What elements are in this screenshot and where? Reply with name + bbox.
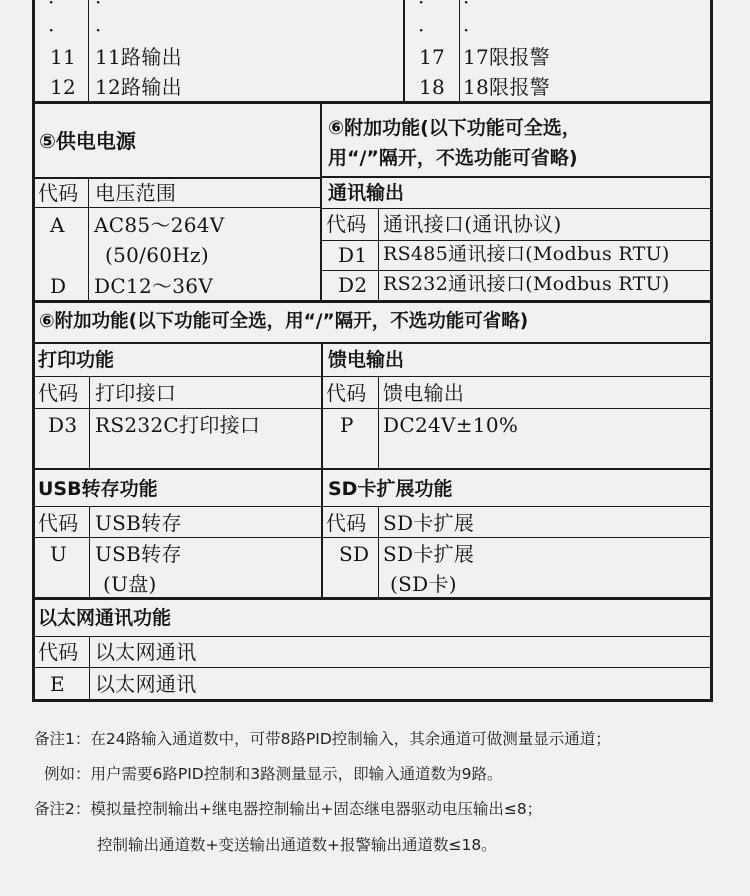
comm-title: 通讯输出 xyxy=(328,182,405,204)
section3-bottom-rule xyxy=(32,468,713,470)
eth-header-code: 代码 xyxy=(38,640,79,664)
row-code: 17 xyxy=(419,45,446,69)
feed-row-code: P xyxy=(340,413,354,437)
eth-header-rule xyxy=(32,667,713,668)
continuation-dot: · xyxy=(463,0,470,14)
sd-header-label: SD卡扩展 xyxy=(383,511,475,535)
eth-row-code: E xyxy=(50,672,65,696)
note-1: 备注1：在24路输入通道数中，可带8路PID控制输入，其余通道可做测量显示通道； xyxy=(34,730,611,748)
addon-title-rule xyxy=(32,342,713,344)
feed-code-divider xyxy=(378,376,379,470)
addon-top-title-line1: ⑥附加功能(以下功能可全选， xyxy=(328,117,581,139)
feed-header-code: 代码 xyxy=(326,381,367,405)
power-header-rule xyxy=(32,207,322,208)
print-row-code: D3 xyxy=(48,413,78,437)
feed-header-label: 馈电输出 xyxy=(383,381,465,405)
print-row-label: RS232C打印接口 xyxy=(95,413,261,437)
top-section-bottom-rule xyxy=(32,101,713,104)
continuation-dot: · xyxy=(48,0,55,14)
comm-code-divider xyxy=(378,209,379,302)
eth-code-divider xyxy=(89,637,90,700)
comm-header-code: 代码 xyxy=(326,212,367,236)
sd-title: SD卡扩展功能 xyxy=(328,478,453,500)
print-header-label: 打印接口 xyxy=(95,381,177,405)
power-row-label: (50/60Hz) xyxy=(105,243,209,267)
note-2: 备注2：模拟量控制输出+继电器控制输出+固态继电器驱动电压输出≤8； xyxy=(34,800,543,818)
row-code: 12 xyxy=(50,75,77,99)
power-row-label: AC85～264V xyxy=(94,213,225,237)
row-code: 18 xyxy=(419,75,446,99)
print-title-rule xyxy=(32,376,713,377)
addon-top-title-rule xyxy=(320,176,713,178)
usb-row-code: U xyxy=(50,542,68,566)
power-row-code: A xyxy=(50,213,65,237)
top-left-code-divider xyxy=(88,0,89,103)
print-title: 打印功能 xyxy=(38,349,115,371)
sd-row-label: SD卡扩展 xyxy=(383,542,475,566)
power-title: ⑤供电电源 xyxy=(39,129,136,153)
comm-row-code: D1 xyxy=(338,243,368,267)
top-right-code-divider xyxy=(459,0,460,103)
sd-row-code: SD xyxy=(339,542,370,566)
comm-row-label: RS232通讯接口(Modbus RTU) xyxy=(383,273,670,295)
print-code-divider xyxy=(89,376,90,470)
eth-row-label: 以太网通讯 xyxy=(95,672,197,696)
row-label: 12路输出 xyxy=(95,75,182,99)
usb-row-label: (U盘) xyxy=(103,572,157,596)
power-header-code: 代码 xyxy=(38,181,79,205)
comm-row-code: D2 xyxy=(338,273,368,297)
row-label: 18限报警 xyxy=(463,75,550,99)
usb-header-code: 代码 xyxy=(38,511,79,535)
continuation-dot: · xyxy=(418,0,425,14)
row-label: 11路输出 xyxy=(95,45,182,69)
outer-bottom-border xyxy=(32,699,713,702)
power-code-divider xyxy=(88,177,89,302)
usb-header-label: USB转存 xyxy=(95,511,182,535)
usb-title-rule xyxy=(32,506,713,507)
eth-header-label: 以太网通讯 xyxy=(95,640,197,664)
usb-row-label: USB转存 xyxy=(95,542,182,566)
addon-top-title-line2: 用“/”隔开，不选功能可省略) xyxy=(328,147,578,169)
row-label: 17限报警 xyxy=(463,45,550,69)
print-header-rule xyxy=(32,408,713,409)
continuation-dot: · xyxy=(95,0,102,14)
sd-row-label: (SD卡) xyxy=(390,572,457,596)
sd-code-divider xyxy=(378,506,379,599)
note-2-continuation: 控制输出通道数+变送输出通道数+报警输出通道数≤18。 xyxy=(97,836,497,854)
power-row-label: DC12～36V xyxy=(94,274,214,298)
section2-bottom-rule xyxy=(32,300,713,303)
top-middle-divider xyxy=(403,0,405,103)
comm-row-label: RS485通讯接口(Modbus RTU) xyxy=(383,243,670,265)
usb-header-rule xyxy=(32,537,713,538)
eth-title: 以太网通讯功能 xyxy=(38,607,172,629)
usb-title: USB转存功能 xyxy=(38,478,158,500)
usb-code-divider xyxy=(89,506,90,599)
print-header-code: 代码 xyxy=(38,381,79,405)
section4-bottom-rule xyxy=(32,597,713,600)
addon-title: ⑥附加功能(以下功能可全选，用“/”隔开，不选功能可省略) xyxy=(39,311,529,332)
power-row-code: D xyxy=(50,274,67,298)
section2-middle-divider xyxy=(320,103,322,302)
feed-title: 馈电输出 xyxy=(328,349,405,371)
power-header-label: 电压范围 xyxy=(95,181,177,205)
feed-row-label: DC24V±10% xyxy=(383,413,519,437)
sd-header-code: 代码 xyxy=(326,511,367,535)
row-code: 11 xyxy=(50,45,77,69)
comm-header-label: 通讯接口(通讯协议) xyxy=(383,212,562,236)
note-example: 例如：用户需要6路PID控制和3路测量显示，即输入通道数为9路。 xyxy=(44,765,503,783)
section3-middle-divider xyxy=(321,343,323,598)
power-title-rule xyxy=(32,177,322,179)
continuation-dot: · xyxy=(95,18,102,42)
continuation-dot: · xyxy=(463,18,470,42)
continuation-dot: · xyxy=(48,18,55,42)
continuation-dot: · xyxy=(418,18,425,42)
eth-title-rule xyxy=(32,636,713,637)
